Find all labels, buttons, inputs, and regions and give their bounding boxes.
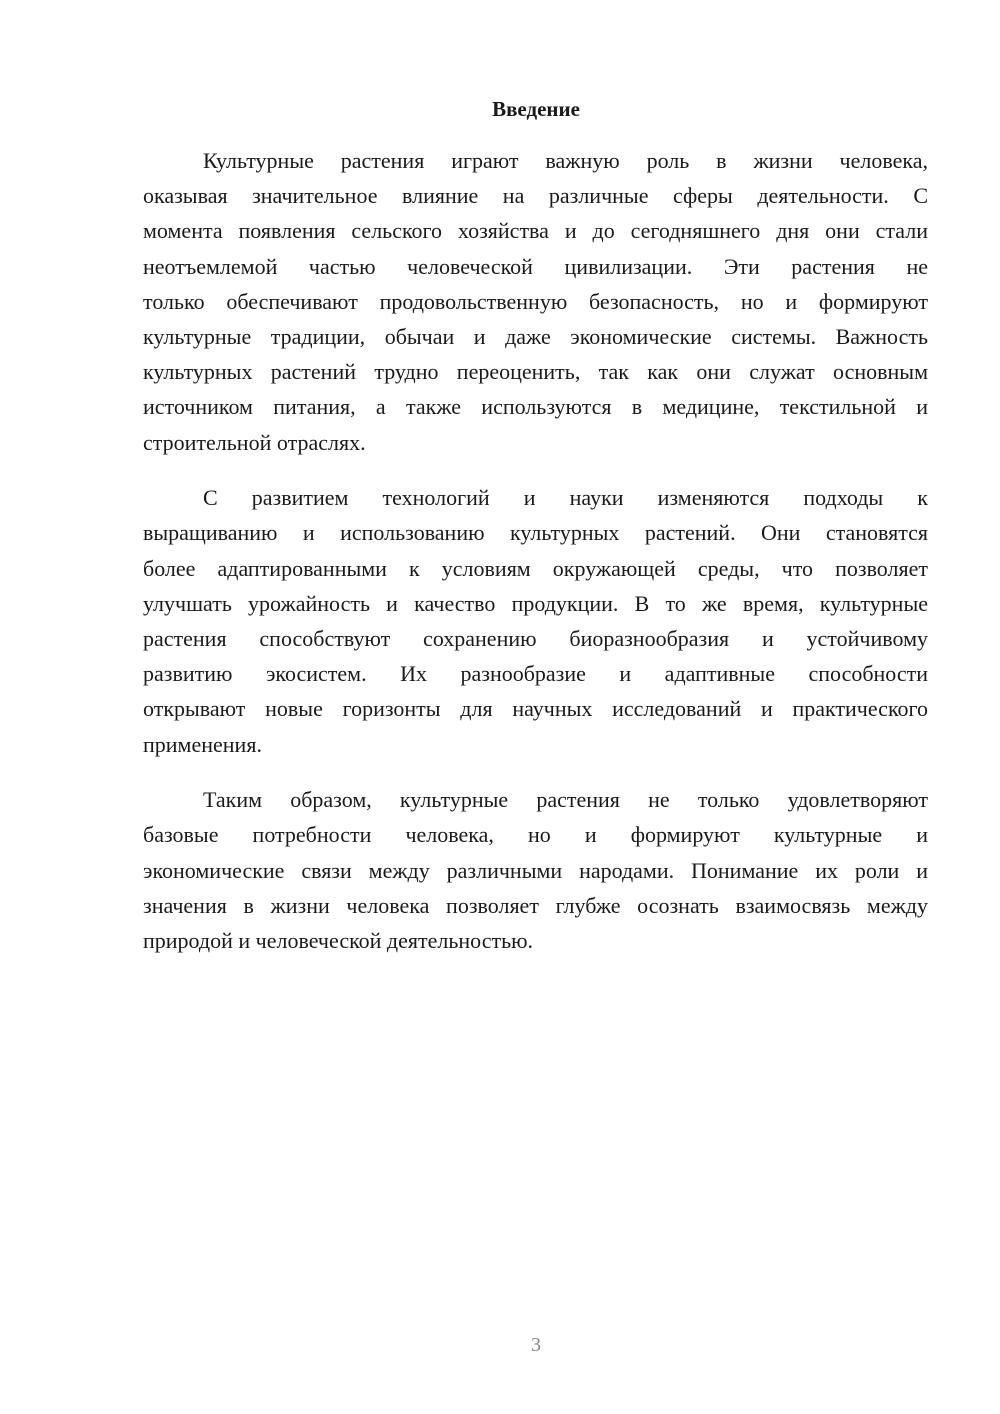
text-line: открывают новые горизонты для научных исследований и практического [143,696,928,722]
paragraph [143,782,928,958]
text-line: применения. [143,731,262,757]
text-line: природой и человеческой деятельностью. [143,927,534,953]
text-line: выращиванию и использованию культурных растений. Они становятся [143,520,928,546]
text-line: оказывая значительное влияние на различные сферы деятельности. С [143,183,928,209]
text-line: Таким образом, культурные растения не только удовлетворяют [203,787,928,813]
text-line: растения способствуют сохранению биоразнообразия и устойчивому [143,625,928,651]
document-body [143,143,928,979]
text-line: улучшать урожайность и качество продукции. В то же время, культурные [143,590,928,616]
text-line: базовые потребности человека, но и формируют культурные и [143,822,928,848]
text-line: момента появления сельского хозяйства и до сегодняшнего дня они стали [143,218,928,244]
paragraph [143,143,928,460]
text-line: источником питания, а также используются в медицине, текстильной и [143,394,928,420]
paragraph [143,480,928,762]
section-title: Введение [492,97,580,121]
text-line: С развитием технологий и науки изменяются подходы к [203,485,928,511]
text-line: значения в жизни человека позволяет глубже осознать взаимосвязь между [143,892,928,918]
text-line: неотъемлемой частью человеческой цивилизации. Эти растения не [143,253,928,279]
text-line: культурные традиции, обычаи и даже экономические системы. Важность [143,323,928,349]
text-line: строительной отраслях. [143,429,366,455]
page-number: 3 [531,1334,541,1356]
text-line: развитию экосистем. Их разнообразие и адаптивные способности [143,661,928,687]
text-line: культурных растений трудно переоценить, так как они служат основным [143,359,928,385]
text-line: только обеспечивают продовольственную безопасность, но и формируют [143,288,928,314]
text-line: Культурные растения играют важную роль в жизни человека, [203,148,928,173]
text-line: экономические связи между различными народами. Понимание их роли и [143,857,928,883]
text-line: более адаптированными к условиям окружающей среды, что позволяет [143,555,928,581]
